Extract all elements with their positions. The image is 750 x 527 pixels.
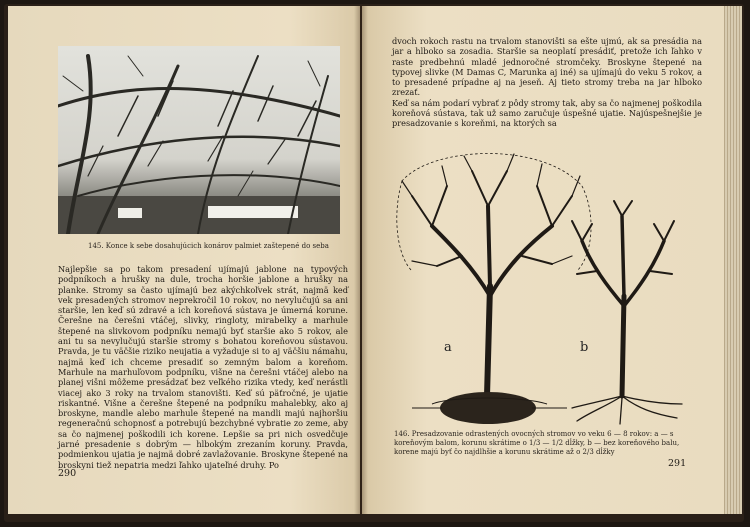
tree-a-drawing [397,154,591,397]
tree-branches-photo [58,46,340,234]
left-page-body-text: Najlepšie sa po takom presadení ujímajú jablone na typových podpníkoch a hrušky na dule, trocha horšie jablone a hrušky na planke. Stromy sa často ujímajú bez akýchkoľvek strát, najmä keď vek presadených stromov neprekročil 10 rokov, no nevylučujú sa ani staršie, len keď sú zdravé a ich koreňová sústava je úmerná korune. Čerešne na čerešni vtáčej, slivky, ringloty, mirabelky a marhule štepené na slivkovom podpníku nemajú byť staršie ako 5 rokov, ale ani tu sa nevylučujú staršie stromy s bohatou koreňovou sústavou. Pravda, je tu väčšie riziko neujatia a vyžaduje si to aj väčšiu námahu, najmä keď ich chceme presadiť so zemným balom a koreňom. Marhule na marhuľovom podpníku, višne na čerešni vtáčej alebo na planej višni môžeme presádzať bez veľkého rizika vtedy, keď nerástli viacej ako 3 roky na trvalom stanovišti. Keď sú päťročné, je ujatie riskantné. Višne a čerešne štepené na podpníku mahalebky, ako aj broskyne, mandle alebo marhule štepené na mandli majú najhoršiu regeneračnú schopnosť a potrebujú bezchybné vybratie zo zeme, aby sa čo najmenej poškodili ich korene. Lepšie sa pri nich osvedčuje jarné presadenie s dobrým — hlbokým zrezaním koruny. Pravda, podmienkou ujatia je najmä dobré zavlažovanie. Broskyne štepené na broskyni tiež nepatria medzi ľahko ujateľné druhy. Po [58,264,348,470]
page-number-left: 290 [58,468,77,479]
page-edges [724,6,742,514]
figure-caption: 146. Presadzovanie odrastených ovocných stromov vo veku 6 — 8 rokov: a — s koreňovým balom, korunu skrátime o 1/3 — 1/2 dĺžky, b — bez koreňového balu, korene majú byť čo najdlhšie a korunu skrátime až o 2/3 dĺžky [394,430,680,456]
tree-b-drawing [572,201,682,424]
left-page [8,6,360,514]
page-number-right: 291 [668,458,687,469]
figure-label-b: b [580,340,589,355]
right-page [362,6,724,514]
figure-label-a: a [444,340,452,355]
photo-caption: 145. Konce k sebe dosahujúcich konárov palmiet zaštepené do seba [88,242,329,250]
book-gutter [354,6,368,514]
root-ball [440,392,536,424]
tree-transplant-illustration [392,146,702,426]
branches-drawing [58,46,340,234]
right-page-body-text: dvoch rokoch rastu na trvalom stanovišti sa ešte ujmú, ak sa presádia na jar a hlboko sa zosadia. Staršie sa neoplatí presádiť, pretože ich ľahko v raste predbehnú mladé jednoročné stromčeky. Broskyne štepené na typovej slivke (M Damas C, Marunka aj iné) sa ujímajú do veku 5 rokov, a to presadené prípadne aj na jeseň. Aj tieto stromy treba na jar hlboko zrezať. Keď sa nám podarí vybrať z pôdy stromy tak, aby sa čo najmenej poškodila koreňová sústava, tak už samo zaručuje úspešné ujatie. Najúspešnejšie je presadzovanie s koreňmi, na ktorých sa [392,36,702,129]
